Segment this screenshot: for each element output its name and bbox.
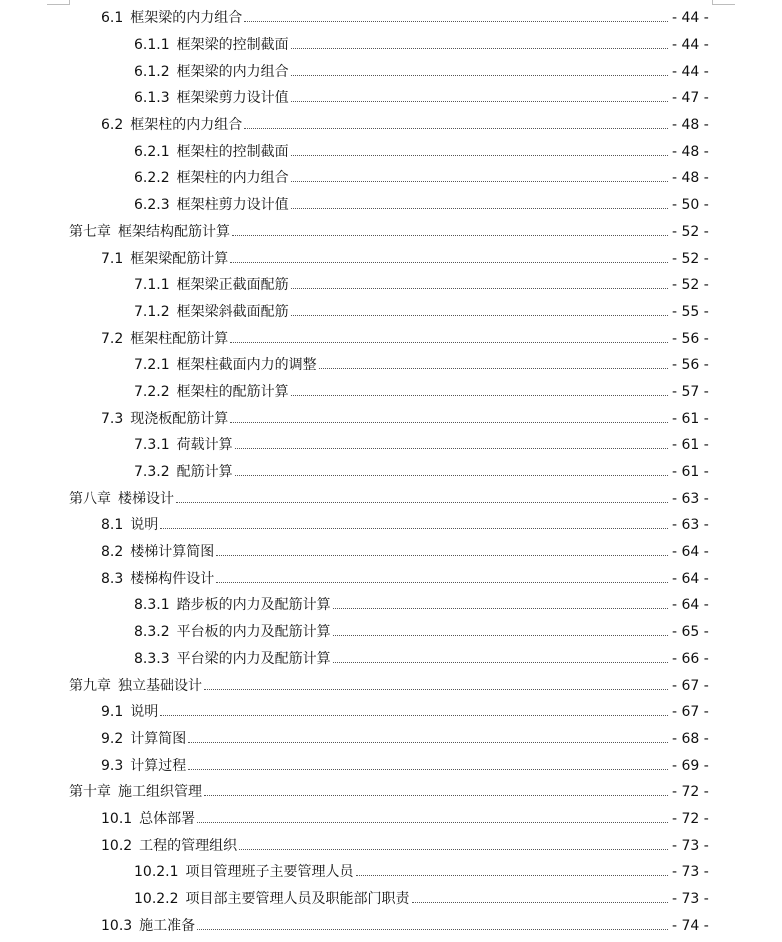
- toc-entry-number: 7.1.2: [134, 303, 170, 320]
- toc-dot-leader: [235, 447, 668, 449]
- toc-dot-leader: [291, 74, 668, 76]
- toc-dot-leader: [230, 341, 668, 343]
- toc-entry-number: 7.2: [101, 330, 124, 347]
- toc-entry[interactable]: [0, 379, 782, 406]
- toc-entry-page-number: - 64 -: [672, 544, 709, 561]
- table-of-contents: [0, 5, 782, 939]
- toc-entry-title: 框架柱的配筋计算: [176, 383, 289, 400]
- toc-entry-page-number: - 56 -: [672, 357, 709, 374]
- toc-entry-title: 荷载计算: [176, 437, 233, 454]
- toc-entry-page-number: - 48 -: [672, 117, 709, 134]
- toc-entry[interactable]: [0, 325, 782, 352]
- toc-entry-title: 平台板的内力及配筋计算: [176, 624, 331, 641]
- toc-entry-number: 7.2.2: [134, 383, 170, 400]
- toc-entry[interactable]: [0, 5, 782, 32]
- toc-entry[interactable]: [0, 405, 782, 432]
- toc-entry-number: 第七章: [69, 223, 111, 240]
- toc-entry-number: 6.1.1: [134, 37, 170, 54]
- toc-dot-leader: [291, 207, 668, 209]
- toc-entry-title: 踏步板的内力及配筋计算: [176, 597, 331, 614]
- toc-entry-number: 8.3.3: [134, 650, 170, 667]
- toc-dot-leader: [188, 768, 668, 770]
- toc-entry-page-number: - 61 -: [672, 410, 709, 427]
- toc-dot-leader: [230, 421, 668, 423]
- toc-entry-title: 施工准备: [139, 917, 196, 934]
- toc-entry-number: 6.1.3: [134, 90, 170, 107]
- toc-dot-leader: [232, 234, 668, 236]
- toc-dot-leader: [160, 714, 668, 716]
- toc-entry[interactable]: [0, 219, 782, 246]
- toc-entry[interactable]: [0, 565, 782, 592]
- toc-entry-number: 第十章: [69, 784, 111, 801]
- toc-dot-leader: [291, 154, 668, 156]
- toc-entry[interactable]: [0, 299, 782, 326]
- toc-dot-leader: [204, 688, 668, 690]
- toc-entry-title: 平台梁的内力及配筋计算: [176, 650, 331, 667]
- toc-dot-leader: [197, 821, 668, 823]
- toc-entry[interactable]: [0, 459, 782, 486]
- toc-entry-number: 7.2.1: [134, 357, 170, 374]
- toc-dot-leader: [239, 848, 668, 850]
- toc-entry-title: 楼梯计算简图: [130, 544, 215, 561]
- toc-entry-number: 7.1: [101, 250, 124, 267]
- toc-entry-number: 第八章: [69, 490, 111, 507]
- toc-dot-leader: [216, 581, 668, 583]
- toc-entry[interactable]: [0, 699, 782, 726]
- toc-entry-page-number: - 72 -: [672, 784, 709, 801]
- toc-entry-title: 框架梁配筋计算: [130, 250, 229, 267]
- toc-entry[interactable]: [0, 165, 782, 192]
- toc-entry-page-number: - 66 -: [672, 650, 709, 667]
- toc-entry-page-number: - 72 -: [672, 810, 709, 827]
- toc-dot-leader: [333, 607, 668, 609]
- toc-entry-number: 8.1: [101, 517, 124, 534]
- toc-entry[interactable]: [0, 352, 782, 379]
- toc-entry-title: 计算简图: [130, 730, 187, 747]
- toc-entry[interactable]: [0, 32, 782, 59]
- toc-entry-title: 现浇板配筋计算: [130, 410, 229, 427]
- toc-entry[interactable]: [0, 58, 782, 85]
- toc-entry-page-number: - 44 -: [672, 10, 709, 27]
- toc-entry-page-number: - 65 -: [672, 624, 709, 641]
- toc-entry-page-number: - 44 -: [672, 37, 709, 54]
- toc-entry[interactable]: [0, 886, 782, 913]
- toc-dot-leader: [291, 394, 668, 396]
- toc-entry-page-number: - 74 -: [672, 917, 709, 934]
- toc-entry[interactable]: [0, 859, 782, 886]
- toc-entry-number: 7.3: [101, 410, 124, 427]
- toc-entry-number: 10.2.2: [134, 891, 179, 908]
- toc-entry-title: 项目管理班子主要管理人员: [185, 864, 354, 881]
- toc-dot-leader: [291, 100, 668, 102]
- toc-dot-leader: [291, 287, 668, 289]
- toc-entry[interactable]: [0, 646, 782, 673]
- toc-dot-leader: [333, 634, 668, 636]
- toc-entry-page-number: - 52 -: [672, 250, 709, 267]
- toc-entry-number: 8.3.2: [134, 624, 170, 641]
- toc-entry-page-number: - 52 -: [672, 223, 709, 240]
- toc-dot-leader: [244, 127, 668, 129]
- toc-entry-title: 楼梯构件设计: [130, 570, 215, 587]
- toc-entry-number: 10.2.1: [134, 864, 179, 881]
- toc-entry-title: 项目部主要管理人员及职能部门职责: [185, 891, 410, 908]
- toc-entry-title: 独立基础设计: [118, 677, 202, 694]
- toc-dot-leader: [230, 261, 668, 263]
- toc-entry[interactable]: [0, 245, 782, 272]
- toc-dot-leader: [204, 794, 668, 796]
- toc-entry-page-number: - 56 -: [672, 330, 709, 347]
- toc-entry-title: 框架梁斜截面配筋: [176, 303, 289, 320]
- toc-entry-page-number: - 73 -: [672, 891, 709, 908]
- toc-dot-leader: [333, 661, 668, 663]
- toc-entry[interactable]: [0, 832, 782, 859]
- toc-entry-page-number: - 64 -: [672, 570, 709, 587]
- toc-entry[interactable]: [0, 592, 782, 619]
- toc-entry-number: 6.2: [101, 117, 124, 134]
- toc-entry-title: 框架柱剪力设计值: [176, 197, 289, 214]
- toc-dot-leader: [244, 20, 668, 22]
- toc-dot-leader: [412, 901, 668, 903]
- toc-entry-number: 10.3: [101, 917, 133, 934]
- toc-entry-title: 框架柱配筋计算: [130, 330, 229, 347]
- toc-entry-page-number: - 61 -: [672, 437, 709, 454]
- toc-entry-number: 9.1: [101, 704, 124, 721]
- toc-entry[interactable]: [0, 619, 782, 646]
- toc-entry-number: 8.2: [101, 544, 124, 561]
- toc-entry-page-number: - 73 -: [672, 864, 709, 881]
- toc-dot-leader: [235, 474, 668, 476]
- toc-entry-number: 8.3.1: [134, 597, 170, 614]
- toc-entry[interactable]: [0, 539, 782, 566]
- toc-entry-page-number: - 47 -: [672, 90, 709, 107]
- toc-entry-title: 框架柱的内力组合: [176, 170, 289, 187]
- toc-entry-page-number: - 67 -: [672, 704, 709, 721]
- toc-entry-page-number: - 55 -: [672, 303, 709, 320]
- toc-entry-title: 框架柱的内力组合: [130, 117, 243, 134]
- toc-entry-page-number: - 61 -: [672, 464, 709, 481]
- toc-entry[interactable]: [0, 485, 782, 512]
- toc-entry-page-number: - 67 -: [672, 677, 709, 694]
- toc-dot-leader: [356, 874, 668, 876]
- toc-entry-number: 6.2.2: [134, 170, 170, 187]
- toc-entry-title: 施工组织管理: [118, 784, 202, 801]
- toc-entry[interactable]: [0, 138, 782, 165]
- toc-entry-page-number: - 50 -: [672, 197, 709, 214]
- toc-entry-page-number: - 68 -: [672, 730, 709, 747]
- toc-entry[interactable]: [0, 726, 782, 753]
- toc-entry-title: 框架梁的内力组合: [176, 63, 289, 80]
- toc-entry-number: 7.3.1: [134, 437, 170, 454]
- toc-entry[interactable]: [0, 512, 782, 539]
- toc-dot-leader: [291, 180, 668, 182]
- toc-dot-leader: [197, 928, 668, 930]
- toc-entry-number: 10.2: [101, 837, 133, 854]
- toc-entry-title: 框架柱的控制截面: [176, 143, 289, 160]
- toc-entry-title: 框架梁剪力设计值: [176, 90, 289, 107]
- toc-entry-title: 框架梁的内力组合: [130, 10, 243, 27]
- toc-entry-page-number: - 73 -: [672, 837, 709, 854]
- toc-entry-title: 框架梁正截面配筋: [176, 277, 289, 294]
- toc-entry-number: 8.3: [101, 570, 124, 587]
- toc-entry-number: 6.2.1: [134, 143, 170, 160]
- toc-entry-number: 第九章: [69, 677, 111, 694]
- toc-entry-page-number: - 48 -: [672, 143, 709, 160]
- toc-entry[interactable]: [0, 112, 782, 139]
- toc-dot-leader: [216, 554, 668, 556]
- toc-entry-page-number: - 52 -: [672, 277, 709, 294]
- toc-entry[interactable]: [0, 192, 782, 219]
- toc-entry-number: 7.1.1: [134, 277, 170, 294]
- toc-entry-number: 6.1: [101, 10, 124, 27]
- toc-entry[interactable]: [0, 912, 782, 939]
- toc-entry-title: 说明: [130, 517, 159, 534]
- toc-entry-title: 计算过程: [130, 757, 187, 774]
- toc-dot-leader: [160, 527, 668, 529]
- toc-dot-leader: [291, 314, 668, 316]
- toc-entry[interactable]: [0, 672, 782, 699]
- toc-dot-leader: [291, 47, 668, 49]
- toc-entry[interactable]: [0, 752, 782, 779]
- toc-dot-leader: [176, 501, 668, 503]
- toc-entry-number: 6.1.2: [134, 63, 170, 80]
- toc-entry[interactable]: [0, 779, 782, 806]
- toc-entry-page-number: - 44 -: [672, 63, 709, 80]
- toc-entry-title: 框架结构配筋计算: [118, 223, 230, 240]
- toc-entry-number: 9.2: [101, 730, 124, 747]
- toc-entry-page-number: - 57 -: [672, 383, 709, 400]
- toc-entry-page-number: - 48 -: [672, 170, 709, 187]
- toc-entry-page-number: - 63 -: [672, 490, 709, 507]
- toc-entry-number: 6.2.3: [134, 197, 170, 214]
- toc-entry-page-number: - 64 -: [672, 597, 709, 614]
- toc-entry-title: 框架柱截面内力的调整: [176, 357, 317, 374]
- toc-entry-title: 配筋计算: [176, 464, 233, 481]
- toc-entry-page-number: - 63 -: [672, 517, 709, 534]
- toc-dot-leader: [319, 367, 668, 369]
- toc-entry[interactable]: [0, 806, 782, 833]
- toc-entry-title: 框架梁的控制截面: [176, 37, 289, 54]
- toc-entry-title: 工程的管理组织: [139, 837, 238, 854]
- toc-entry-number: 7.3.2: [134, 464, 170, 481]
- toc-entry-title: 楼梯设计: [118, 490, 174, 507]
- toc-entry-page-number: - 69 -: [672, 757, 709, 774]
- toc-dot-leader: [188, 741, 668, 743]
- toc-entry[interactable]: [0, 85, 782, 112]
- toc-entry[interactable]: [0, 432, 782, 459]
- toc-entry-number: 10.1: [101, 810, 133, 827]
- toc-entry-number: 9.3: [101, 757, 124, 774]
- toc-entry[interactable]: [0, 272, 782, 299]
- toc-entry-title: 说明: [130, 704, 159, 721]
- toc-entry-title: 总体部署: [139, 810, 196, 827]
